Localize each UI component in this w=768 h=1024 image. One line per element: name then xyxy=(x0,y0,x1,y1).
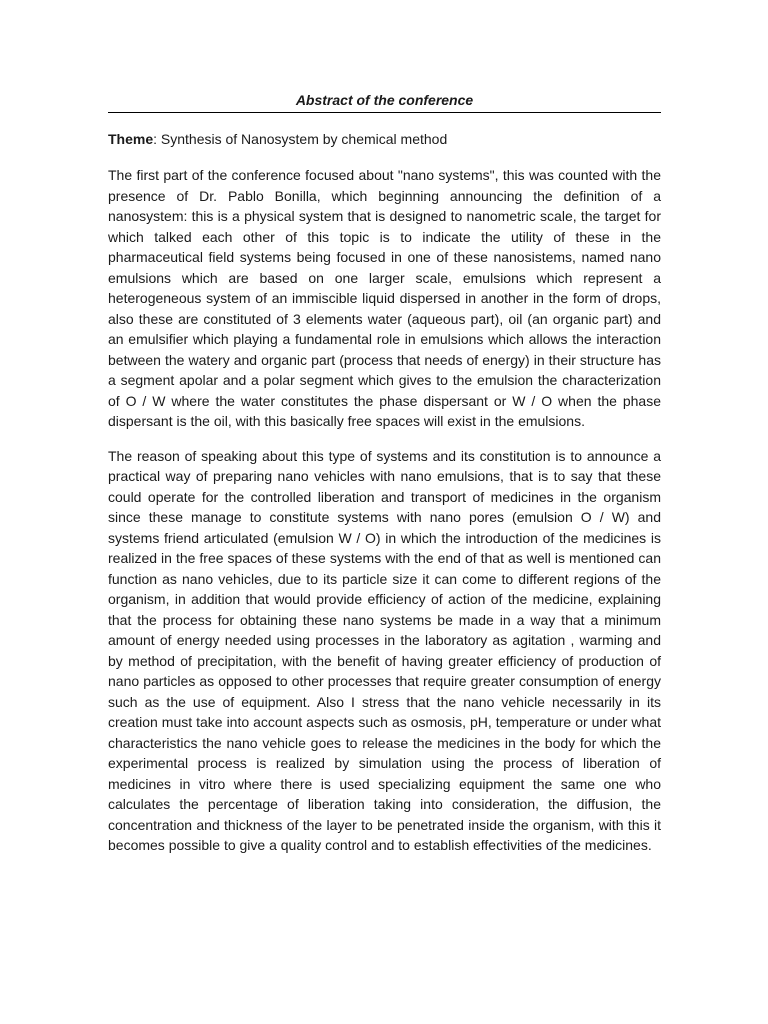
paragraph-1: The first part of the conference focused about "nano systems", this was counted with the presence of Dr. Pablo Bonilla, which beginning announcing the definition of a nanosystem: this is a physical system that is designed to nanometric scale, the target for which talked each other of this topic is to indicate the utility of these in the pharmaceutical field systems being focused in one of these nanosistems, named nano emulsions which are based on one larger scale, emulsions which represent a heterogeneous system of an immiscible liquid dispersed in another in the form of drops, also these are constituted of 3 elements water (aqueous part), oil (an organic part) and an emulsifier which playing a fundamental role in emulsions which allows the interaction between the watery and organic part (process that needs of energy) in their structure has a segment apolar and a polar segment which gives to the emulsion the characterization of O / W where the water constitutes the phase dispersant or W / O when the phase dispersant is the oil, with this basically free spaces will exist in the emulsions. xyxy=(108,167,661,429)
paragraph-2: The reason of speaking about this type of systems and its constitution is to announce a practical way of preparing nano vehicles with nano emulsions, that is to say that these could operate for the controlled liberation and transport of medicines in the organism since these manage to constitute systems with nano pores (emulsion O / W) and systems friend articulated (emulsion W / O) in which the introduction of the medicines is realized in the free spaces of these systems with the end of that as well is mentioned can function as nano vehicles, due to its particle size it can come to different regions of the organism, in addition that would provide efficiency of action of the medicine, explaining that the process for obtaining these nano systems be made in a way that a minimum amount of energy needed using processes in the laboratory as agitation , warming and by method of precipitation, with the benefit of having greater efficiency of production of nano particles as opposed to other processes that require greater consumption of energy such as the use of equipment. Also I stress that the nano vehicle necessarily in its creation must take into account aspects such as osmosis, pH, temperature or under what characteristics the nano vehicle goes to release the medicines in the body for which the experimental process is realized by simulation using the process of liberation of medicines in vitro where there is used specializing equipment the same one who calculates the percentage of liberation taking into consideration, the diffusion, the concentration and thickness of the layer to be penetrated inside the organism, with this it becomes possible to give a quality control and to establish effectivities of the medicines. xyxy=(108,447,661,853)
theme-text: : Synthesis of Nanosystem by chemical method xyxy=(153,131,448,147)
document-title: Abstract of the conference xyxy=(108,90,661,113)
theme-line xyxy=(108,129,661,149)
theme-label: Theme xyxy=(108,131,154,147)
document-page xyxy=(108,90,661,856)
